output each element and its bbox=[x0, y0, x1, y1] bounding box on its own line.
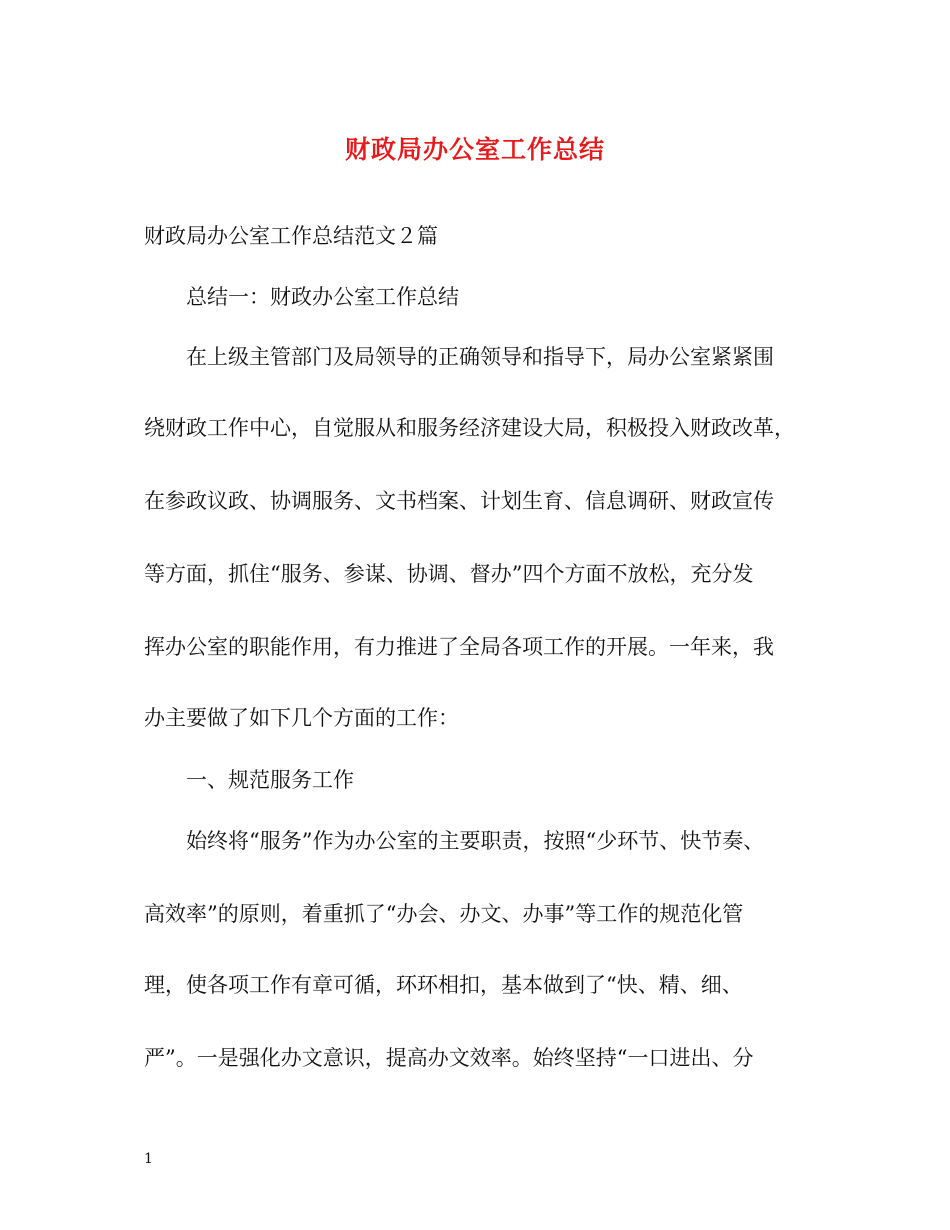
document-title: 财政局办公室工作总结 bbox=[344, 135, 605, 164]
paragraph-line: 高效率”的原则，着重抓了“办会、办文、办事”等工作的规范化管 bbox=[144, 902, 744, 926]
paragraph-line: 严”。一是强化办文意识，提高办文效率。始终坚持“一口进出、分 bbox=[144, 1046, 754, 1070]
document-subtitle: 财政局办公室工作总结范文２篇 bbox=[144, 224, 438, 248]
paragraph-line: 挥办公室的职能作用，有力推进了全局各项工作的开展。一年来，我 bbox=[144, 635, 774, 659]
paragraph-line: 始终将“服务”作为办公室的主要职责，按照“少环节、快节奏、 bbox=[186, 829, 765, 853]
paragraph-line: 在参政议政、协调服务、文书档案、计划生育、信息调研、财政宣传 bbox=[144, 489, 774, 513]
subheading: 一、规范服务工作 bbox=[186, 768, 354, 792]
paragraph-line: 理，使各项工作有章可循，环环相扣，基本做到了“快、精、细、 bbox=[144, 973, 743, 997]
paragraph-line: 办主要做了如下几个方面的工作： bbox=[144, 706, 459, 730]
section-heading: 总结一：财政办公室工作总结 bbox=[186, 285, 459, 309]
page-number: 1 bbox=[144, 1151, 153, 1167]
paragraph-line: 绕财政工作中心，自觉服从和服务经济建设大局，积极投入财政改革， bbox=[144, 416, 795, 440]
paragraph-line: 等方面，抓住“服务、参谋、协调、督办”四个方面不放松，充分发 bbox=[144, 562, 754, 586]
paragraph-line: 在上级主管部门及局领导的正确领导和指导下，局办公室紧紧围 bbox=[186, 345, 774, 369]
